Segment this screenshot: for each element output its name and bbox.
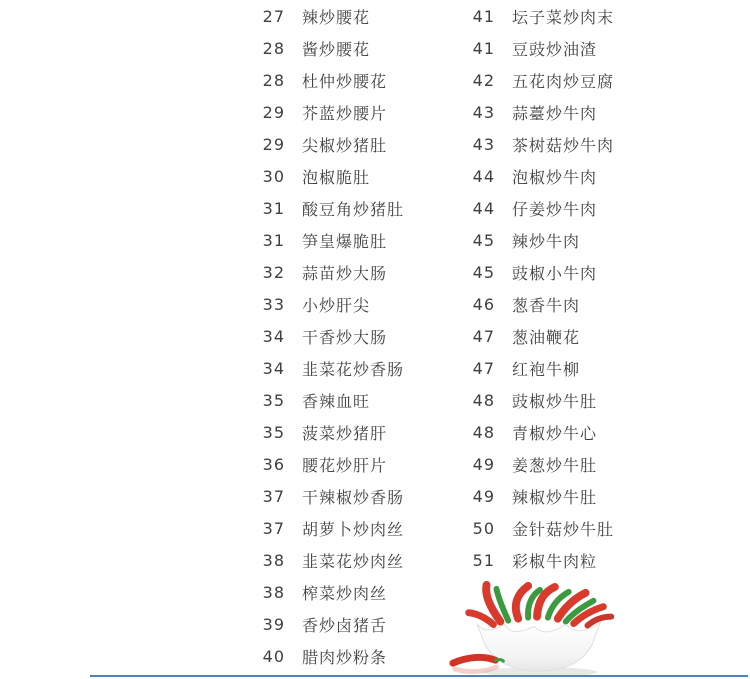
menu-column-left [255,0,475,672]
menu-item-name: 泡椒炒牛肉 [512,167,598,187]
menu-item-name: 香炒卤猪舌 [302,615,388,635]
menu-item-number: 39 [262,614,285,634]
menu-item-number: 43 [472,134,495,154]
menu-item-number: 42 [472,70,495,90]
menu-item-name: 豉椒小牛肉 [512,263,598,283]
menu-item-name: 蒜苗炒大肠 [302,263,388,283]
chili-bowl-image [438,580,638,679]
menu-item-row [255,448,475,480]
menu-item-number: 47 [472,326,495,346]
menu-item-number: 34 [262,326,285,346]
loose-chili [453,657,503,671]
menu-item-number: 41 [472,38,495,58]
menu-item-number: 45 [472,262,495,282]
menu-item-number: 30 [262,166,285,186]
menu-item-row [255,384,475,416]
menu-item-row [255,352,475,384]
menu-item-row [465,0,695,32]
menu-item-name: 腊肉炒粉条 [302,647,388,667]
menu-item-name: 泡椒脆肚 [302,167,371,187]
menu-item-number: 49 [472,486,495,506]
menu-item-name: 韭菜花炒肉丝 [302,551,405,571]
menu-item-name: 酸豆角炒猪肚 [302,199,405,219]
menu-item-name: 菠菜炒猪肝 [302,423,388,443]
menu-item-row [465,256,695,288]
menu-item-number: 47 [472,358,495,378]
menu-item-name: 香辣血旺 [302,391,371,411]
menu-item-name: 彩椒牛肉粒 [512,551,598,571]
menu-item-name: 尖椒炒猪肚 [302,135,388,155]
menu-item-number: 35 [262,390,285,410]
menu-item-name: 胡萝卜炒肉丝 [302,519,405,539]
menu-item-number: 38 [262,582,285,602]
menu-item-number: 31 [262,230,285,250]
menu-item-row [465,192,695,224]
menu-item-number: 31 [262,198,285,218]
menu-item-row [255,256,475,288]
menu-item-number: 44 [472,166,495,186]
menu-item-row [465,32,695,64]
menu-item-row [255,96,475,128]
menu-item-number: 46 [472,294,495,314]
menu-item-row [255,320,475,352]
menu-item-row [255,480,475,512]
menu-item-name: 金针菇炒牛肚 [512,519,615,539]
menu-item-number: 34 [262,358,285,378]
menu-item-number: 36 [262,454,285,474]
menu-item-name: 青椒炒牛心 [512,423,598,443]
menu-item-row [255,224,475,256]
menu-item-number: 35 [262,422,285,442]
menu-item-name: 韭菜花炒香肠 [302,359,405,379]
menu-item-name: 辣椒炒牛肚 [512,487,598,507]
menu-item-number: 28 [262,70,285,90]
menu-item-row [255,32,475,64]
menu-item-row [465,544,695,576]
menu-item-name: 辣炒牛肉 [512,231,581,251]
menu-item-row [465,320,695,352]
menu-item-name: 芥蓝炒腰片 [302,103,388,123]
menu-item-name: 小炒肝尖 [302,295,371,315]
menu-item-row [255,512,475,544]
menu-item-name: 腰花炒肝片 [302,455,388,475]
menu-item-row [465,512,695,544]
menu-item-row [255,64,475,96]
menu-item-number: 37 [262,486,285,506]
menu-item-row [255,192,475,224]
menu-item-row [465,96,695,128]
menu-item-row [465,416,695,448]
menu-item-row [465,288,695,320]
menu-item-number: 50 [472,518,495,538]
menu-item-row [255,544,475,576]
menu-item-name: 葱油鞭花 [512,327,581,347]
menu-item-name: 葱香牛肉 [512,295,581,315]
menu-item-row [465,64,695,96]
menu-item-number: 37 [262,518,285,538]
menu-item-number: 44 [472,198,495,218]
menu-item-number: 49 [472,454,495,474]
menu-item-number: 33 [262,294,285,314]
menu-item-row [465,128,695,160]
menu-item-row [465,480,695,512]
menu-item-name: 酱炒腰花 [302,39,371,59]
menu-item-name: 蒜薹炒牛肉 [512,103,598,123]
menu-item-name: 仔姜炒牛肉 [512,199,598,219]
chili-peppers [469,585,612,626]
menu-item-number: 48 [472,422,495,442]
menu-item-name: 辣炒腰花 [302,7,371,27]
menu-item-name: 干辣椒炒香肠 [302,487,405,507]
menu-item-row [465,160,695,192]
menu-item-number: 38 [262,550,285,570]
menu-item-name: 笋皇爆脆肚 [302,231,388,251]
menu-item-name: 坛子菜炒肉末 [512,7,615,27]
menu-column-right [465,0,695,576]
menu-item-number: 48 [472,390,495,410]
menu-item-number: 45 [472,230,495,250]
footer-border-line [90,675,748,677]
menu-item-row [465,448,695,480]
menu-item-name: 豆豉炒油渣 [512,39,598,59]
menu-item-row [465,224,695,256]
menu-item-number: 27 [262,6,285,26]
menu-item-name: 姜葱炒牛肚 [512,455,598,475]
menu-item-name: 榨菜炒肉丝 [302,583,388,603]
menu-item-row [255,0,475,32]
menu-item-number: 40 [262,646,285,666]
menu-item-number: 43 [472,102,495,122]
menu-item-number: 29 [262,134,285,154]
menu-item-number: 41 [472,6,495,26]
menu-item-row [255,416,475,448]
menu-item-number: 51 [472,550,495,570]
menu-item-number: 28 [262,38,285,58]
white-bowl [477,623,601,672]
menu-item-name: 五花肉炒豆腐 [512,71,615,91]
menu-item-name: 红袍牛柳 [512,359,581,379]
menu-item-row [255,128,475,160]
menu-item-number: 29 [262,102,285,122]
menu-item-name: 杜仲炒腰花 [302,71,388,91]
menu-item-row [255,160,475,192]
menu-item-name: 茶树菇炒牛肉 [512,135,615,155]
menu-item-row [465,352,695,384]
menu-item-name: 干香炒大肠 [302,327,388,347]
menu-item-name: 豉椒炒牛肚 [512,391,598,411]
menu-item-number: 32 [262,262,285,282]
menu-item-row [255,288,475,320]
menu-item-row [465,384,695,416]
